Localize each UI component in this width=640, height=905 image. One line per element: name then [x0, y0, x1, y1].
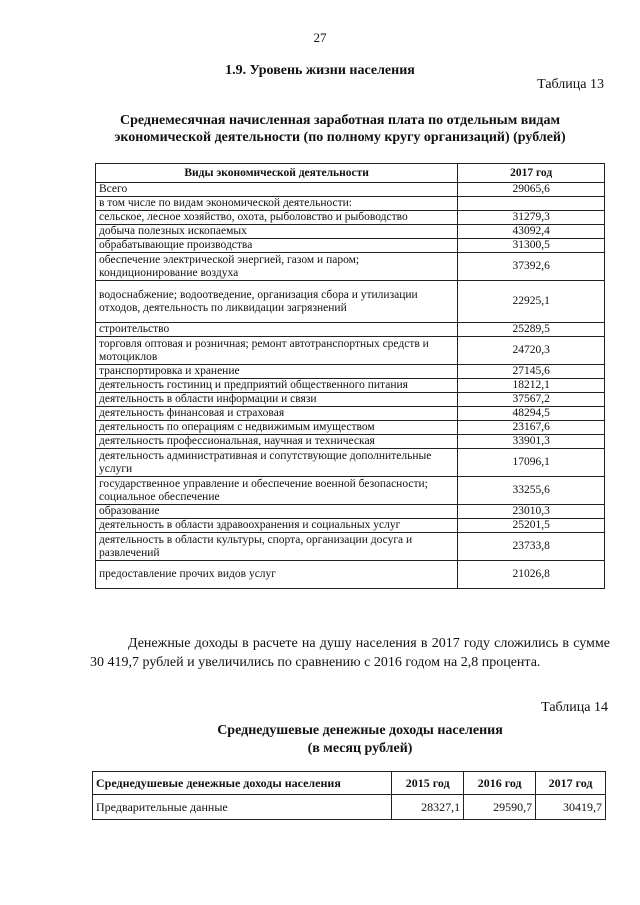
table-row: [96, 323, 605, 337]
row-value: 48294,5: [458, 407, 605, 421]
row-value: 17096,1: [458, 449, 605, 477]
row-label: предоставление прочих видов услуг: [96, 561, 458, 589]
row-value: 29065,6: [458, 183, 605, 197]
row-label: Всего: [96, 183, 458, 197]
row-value: 43092,4: [458, 225, 605, 239]
column-header-2017: 2017 год: [536, 772, 606, 795]
row-value: 33255,6: [458, 477, 605, 505]
row-value: 21026,8: [458, 561, 605, 589]
row-label: Предварительные данные: [93, 795, 392, 820]
table-13-title-line-1: Среднемесячная начисленная заработная плата по отдельным видам: [119, 113, 561, 128]
row-label: образование: [96, 505, 458, 519]
row-value: 37392,6: [458, 253, 605, 281]
table-row: [96, 253, 605, 281]
table-row: [96, 211, 605, 225]
row-label: деятельность гостиниц и предприятий общественного питания: [96, 379, 458, 393]
table-row: [96, 449, 605, 477]
row-value: 25201,5: [458, 519, 605, 533]
wage-table: [95, 163, 605, 589]
row-value: 25289,5: [458, 323, 605, 337]
value-2015: 28327,1: [392, 795, 464, 820]
row-value: 23167,6: [458, 421, 605, 435]
row-label: государственное управление и обеспечение военной безопасности; социальное обеспечение: [96, 477, 458, 505]
table-row: [96, 197, 605, 211]
row-value: 18212,1: [458, 379, 605, 393]
row-label: деятельность в области информации и связи: [96, 393, 458, 407]
row-label: обеспечение электрической энергией, газом и паром; кондиционирование воздуха: [96, 253, 458, 281]
table-row: [96, 421, 605, 435]
row-label: деятельность профессиональная, научная и техническая: [96, 435, 458, 449]
table-13-title-line-2: экономической деятельности (по полному кругу организаций) (рублей): [114, 130, 566, 145]
row-value: 31279,3: [458, 211, 605, 225]
table-14-title-line-2: (в месяц рублей): [307, 741, 413, 756]
value-2016: 29590,7: [464, 795, 536, 820]
column-header-2016: 2016 год: [464, 772, 536, 795]
row-value: 33901,3: [458, 435, 605, 449]
table-row: [96, 239, 605, 253]
table-row: [96, 533, 605, 561]
row-value: 27145,6: [458, 365, 605, 379]
table-13-title: [90, 112, 590, 146]
row-label: обрабатывающие производства: [96, 239, 458, 253]
row-label: транспортировка и хранение: [96, 365, 458, 379]
row-label: торговля оптовая и розничная; ремонт автотранспортных средств и мотоциклов: [96, 337, 458, 365]
table-14-title-line-1: Среднедушевые денежные доходы населения: [217, 723, 503, 738]
row-value: 22925,1: [458, 281, 605, 323]
income-table: [92, 771, 606, 820]
table-14-label: Таблица 14: [541, 700, 608, 715]
table-13-label: Таблица 13: [537, 77, 604, 92]
page-number: 27: [313, 30, 327, 45]
column-header-activity: Виды экономической деятельности: [96, 164, 458, 183]
table-header-row: [93, 772, 606, 795]
table-row: [96, 365, 605, 379]
column-header-2015: 2015 год: [392, 772, 464, 795]
row-value: 24720,3: [458, 337, 605, 365]
table-header-row: [96, 164, 605, 183]
row-value: 23733,8: [458, 533, 605, 561]
table-row: [93, 795, 606, 820]
row-label: строительство: [96, 323, 458, 337]
table-row: [96, 519, 605, 533]
table-row: [96, 225, 605, 239]
table-row: [96, 281, 605, 323]
section-title: 1.9. Уровень жизни населения: [225, 63, 415, 78]
table-row: [96, 561, 605, 589]
table-14-title: [140, 722, 580, 758]
table-row: [96, 393, 605, 407]
row-label: в том числе по видам экономической деятельности:: [96, 197, 458, 211]
row-label: деятельность финансовая и страховая: [96, 407, 458, 421]
row-label: деятельность административная и сопутствующие дополнительные услуги: [96, 449, 458, 477]
table-row: [96, 477, 605, 505]
row-label: деятельность в области здравоохранения и социальных услуг: [96, 519, 458, 533]
value-2017: 30419,7: [536, 795, 606, 820]
row-label: добыча полезных ископаемых: [96, 225, 458, 239]
table-row: [96, 379, 605, 393]
row-label: водоснабжение; водоотведение, организация сбора и утилизации отходов, деятельность по ликвидации загрязнений: [96, 281, 458, 323]
row-value: 37567,2: [458, 393, 605, 407]
row-label: деятельность в области культуры, спорта, организации досуга и развлечений: [96, 533, 458, 561]
table-row: [96, 337, 605, 365]
table-row: [96, 183, 605, 197]
column-header-2017: 2017 год: [458, 164, 605, 183]
row-value: 31300,5: [458, 239, 605, 253]
table-row: [96, 435, 605, 449]
row-value: [458, 197, 605, 211]
column-header-income: Среднедушевые денежные доходы населения: [93, 772, 392, 795]
row-label: сельское, лесное хозяйство, охота, рыболовство и рыбоводство: [96, 211, 458, 225]
row-value: 23010,3: [458, 505, 605, 519]
row-label: деятельность по операциям с недвижимым имуществом: [96, 421, 458, 435]
table-row: [96, 505, 605, 519]
table-row: [96, 407, 605, 421]
income-paragraph: Денежные доходы в расчете на душу населения в 2017 году сложились в сумме 30 419,7 рублей и увеличились по сравнению с 2016 годом на 2,8 процента.: [90, 636, 610, 670]
